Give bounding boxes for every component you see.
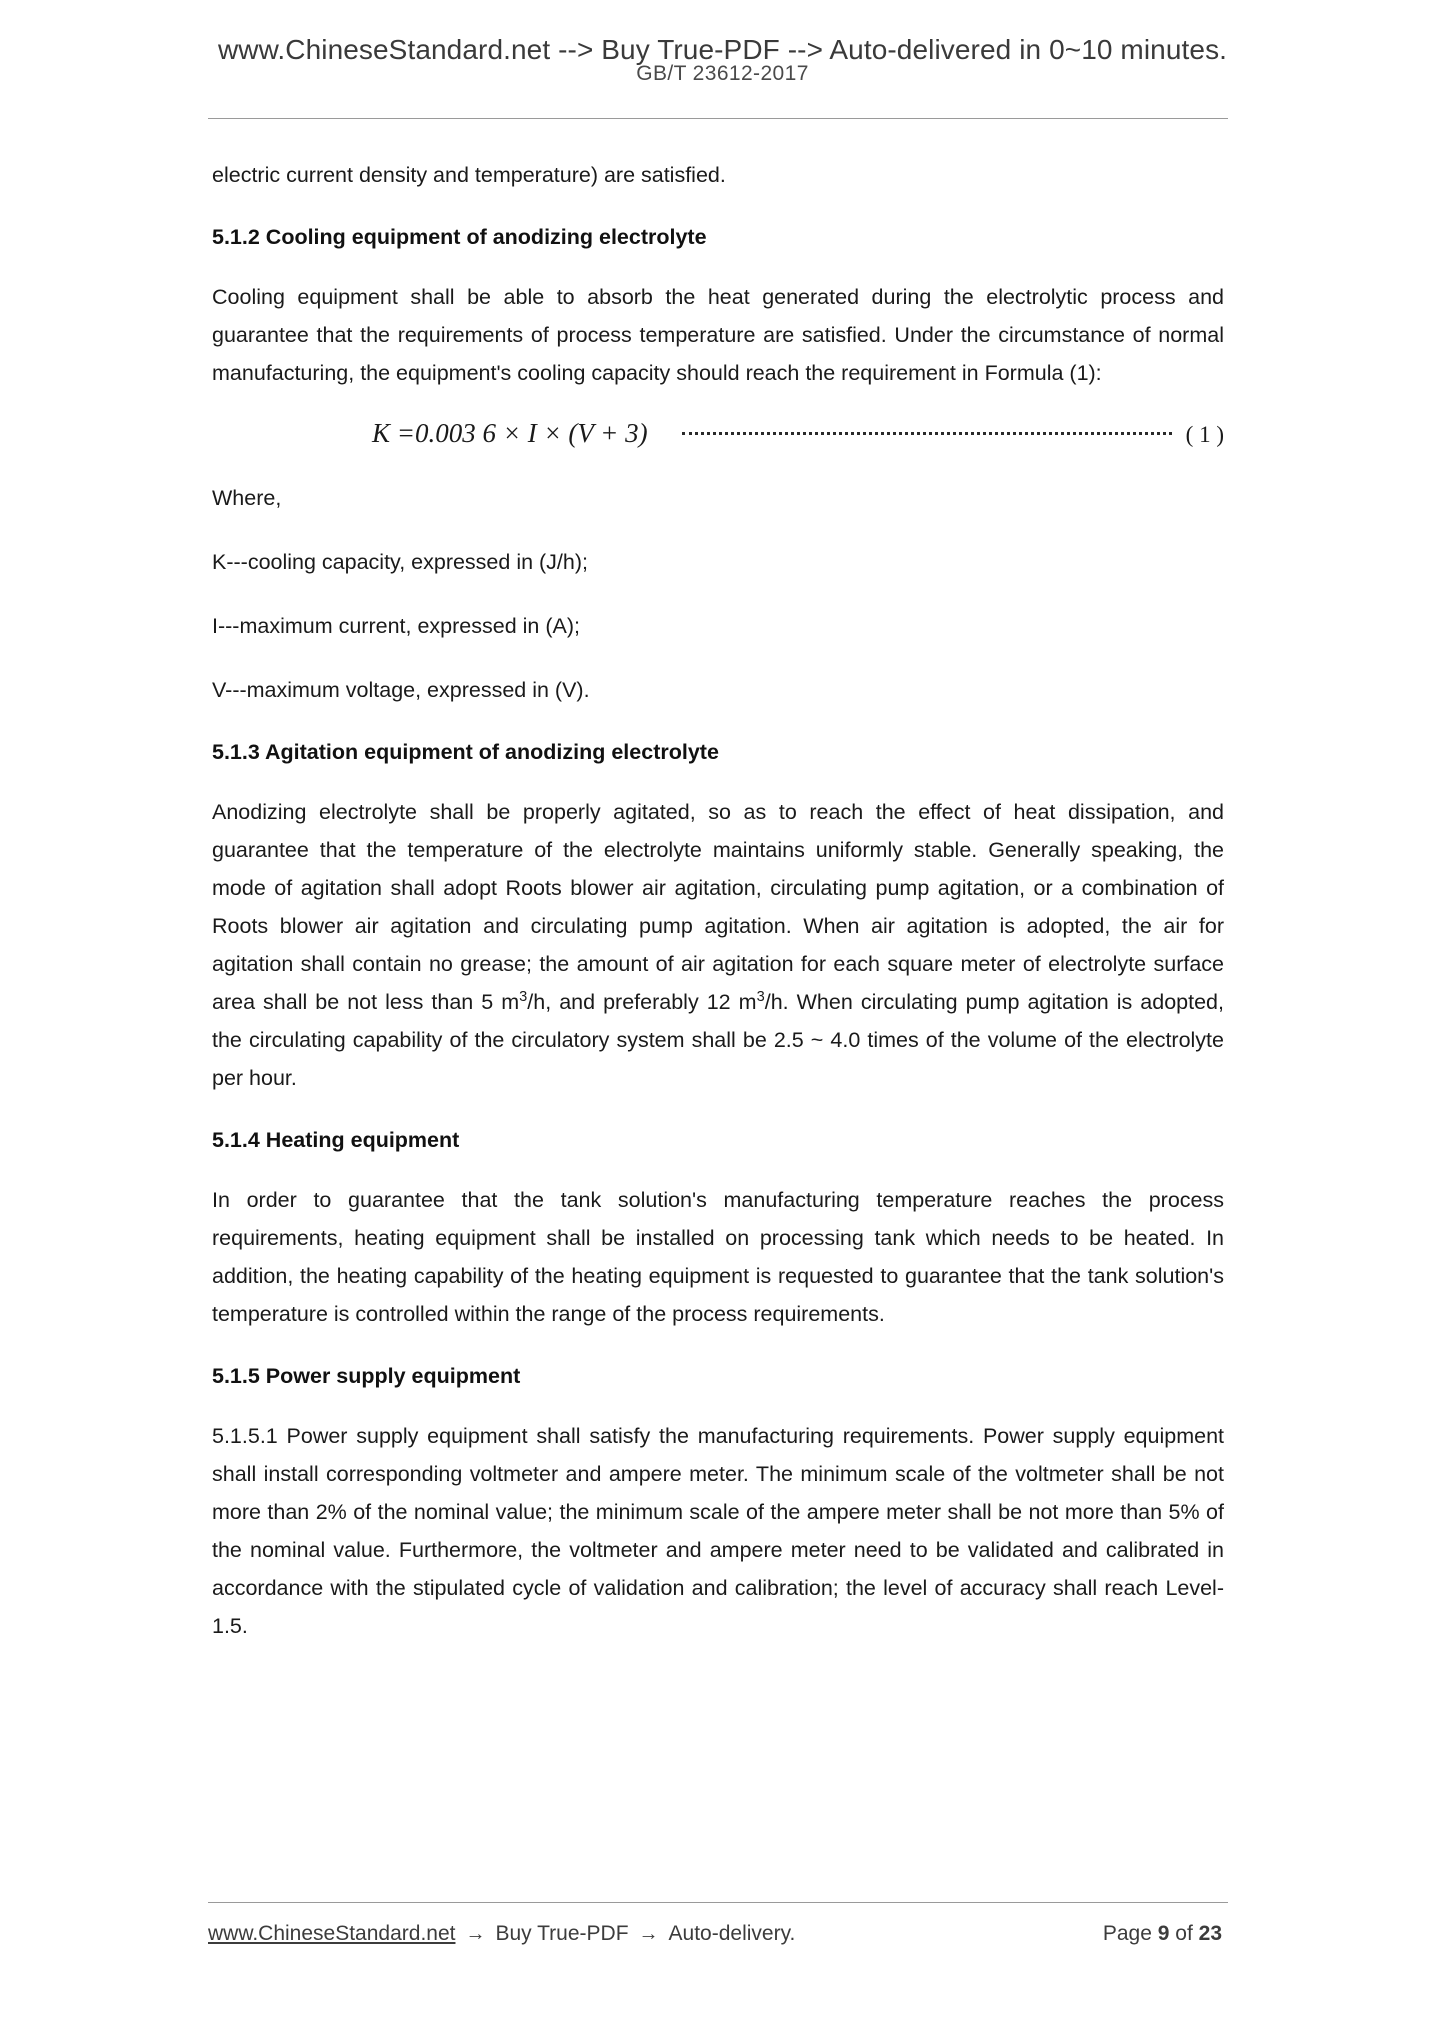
- footer-delivery-label: Auto-delivery.: [668, 1922, 796, 1945]
- paragraph-5-1-3-part2: /h, and preferably 12 m: [527, 990, 757, 1014]
- heading-5-1-3: 5.1.3 Agitation equipment of anodizing electrolyte: [212, 740, 719, 764]
- paragraph-5-1-4: In order to guarantee that the tank solution's manufacturing temperature reaches the process requirements, heating equipment shall be installed on processing tank which needs to be heated. In addition, the heating capability of the heating equipment is requested to guarantee that the tank solution's temperature is controlled within the range of the process requirements.: [212, 1188, 1224, 1326]
- footer-divider: [208, 1902, 1228, 1903]
- paragraph-5-1-3: [212, 793, 1224, 1097]
- unit-exponent-2: 3: [756, 988, 765, 1005]
- standard-number: GB/T 23612-2017: [636, 62, 809, 85]
- where-label: Where,: [212, 486, 282, 510]
- footer-promo: [208, 1922, 795, 1946]
- formula-1: [212, 418, 1224, 449]
- total-pages: 23: [1198, 1922, 1222, 1945]
- heading-5-1-4: 5.1.4 Heating equipment: [212, 1128, 460, 1152]
- paragraph-5-1-3-part3: /h. When circulating pump agitation is adopted, the circulating capability of the circulatory system shall be 2.5 ~ 4.0 times of the volume of the electrolyte per hour.: [212, 990, 1224, 1090]
- header-divider: [208, 118, 1228, 119]
- lead-paragraph: electric current density and temperature) are satisfied.: [212, 163, 726, 187]
- unit-exponent-1: 3: [519, 988, 528, 1005]
- formula-expression: K =0.003 6 × I × (V + 3): [372, 418, 648, 448]
- of-label: of: [1175, 1922, 1193, 1945]
- footer-site-link[interactable]: www.ChineseStandard.net: [208, 1922, 456, 1945]
- page-header: [0, 34, 1445, 86]
- heading-5-1-5: 5.1.5 Power supply equipment: [212, 1364, 521, 1388]
- page-number: 9: [1157, 1922, 1170, 1945]
- paragraph-5-1-3-part1: Anodizing electrolyte shall be properly agitated, so as to reach the effect of heat dissipation, and guarantee that the temperature of the electrolyte maintains uniformly stable. Generally speaking, the mode of agitation shall adopt Roots blower air agitation, circulating pump agitation, or a combination of Roots blower air agitation and circulating pump agitation. When air agitation is adopted, the air for agitation shall contain no grease; the amount of air agitation for each square meter of electrolyte surface area shall be not less than 5 m: [212, 800, 1224, 1014]
- page-indicator: [1103, 1922, 1228, 1946]
- formula-number: ( 1 ): [1185, 422, 1224, 447]
- document-body: [212, 156, 1224, 1671]
- definition-i: I---maximum current, expressed in (A);: [212, 614, 580, 638]
- definition-v: V---maximum voltage, expressed in (V).: [212, 678, 590, 702]
- definition-k: K---cooling capacity, expressed in (J/h);: [212, 550, 588, 574]
- paragraph-5-1-5-1: 5.1.5.1 Power supply equipment shall satisfy the manufacturing requirements. Power supply equipment shall install corresponding voltmeter and ampere meter. The minimum scale of the voltmeter shall be not more than 2% of the nominal value; the minimum scale of the ampere meter shall be not more than 5% of the nominal value. Furthermore, the voltmeter and ampere meter need to be validated and calibrated in accordance with the stipulated cycle of validation and calibration; the level of accuracy shall reach Level-1.5.: [212, 1424, 1224, 1638]
- page-label: Page: [1102, 1922, 1152, 1945]
- paragraph-5-1-2: Cooling equipment shall be able to absorb the heat generated during the electrolytic process and guarantee that the requirements of process temperature are satisfied. Under the circumstance of normal manufacturing, the equipment's cooling capacity should reach the requirement in Formula (1):: [212, 285, 1224, 385]
- footer-buy-label: Buy True-PDF: [495, 1922, 629, 1945]
- page-footer: [208, 1922, 1228, 1946]
- arrow-right-icon: →: [465, 1923, 486, 1945]
- arrow-right-icon-2: →: [638, 1923, 659, 1945]
- promo-banner: www.ChineseStandard.net --> Buy True-PDF --> Auto-delivered in 0~10 minutes.: [217, 34, 1228, 65]
- heading-5-1-2: 5.1.2 Cooling equipment of anodizing electrolyte: [212, 225, 707, 249]
- formula-leader-dots: [682, 432, 1172, 435]
